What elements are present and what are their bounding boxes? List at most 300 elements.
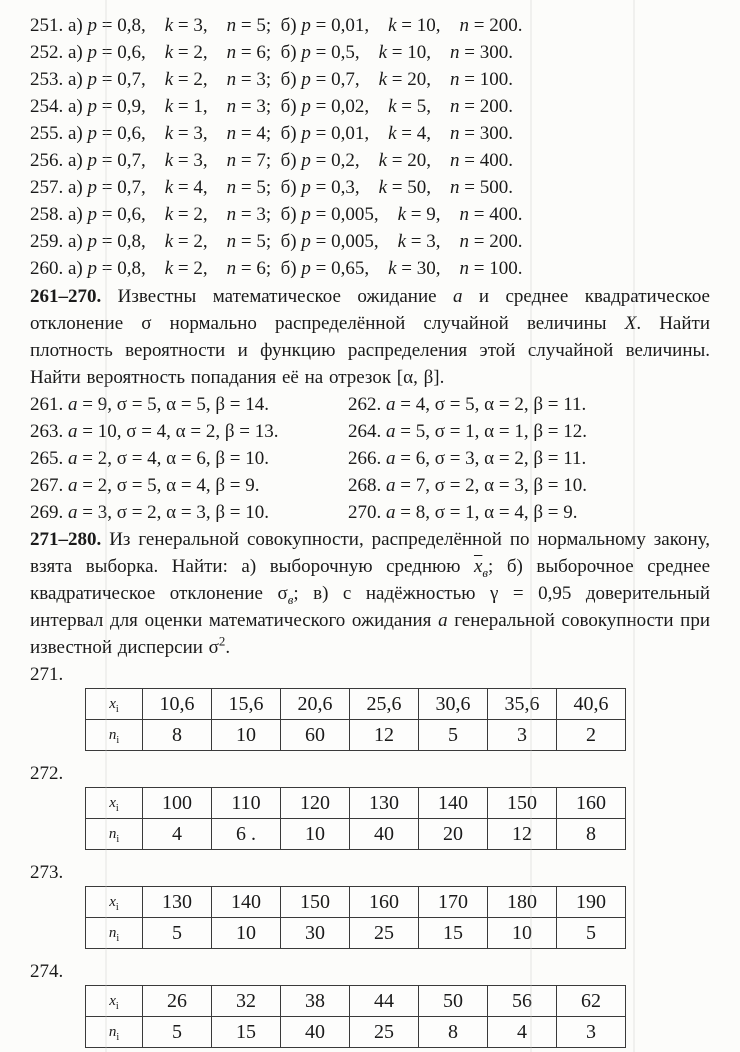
item-values: = 4, σ = 5, α = 2, β = 11.	[395, 394, 587, 415]
part-b-label: б)	[280, 177, 302, 198]
x-value: 170	[419, 887, 488, 918]
row-header-n	[86, 819, 143, 850]
value-p: = 0,8,	[97, 231, 165, 252]
n-value: 2	[557, 720, 626, 751]
n-value: 40	[281, 1017, 350, 1048]
var-p: p	[87, 69, 98, 90]
n-value: 10	[281, 819, 350, 850]
text-segment: ; в) с надёжностью γ = 0,95 доверительный интервал для оценки математического ожидания	[30, 583, 710, 631]
problem-item-268	[348, 472, 710, 499]
table-block-274	[30, 961, 710, 1048]
value-n: = 3;	[236, 96, 281, 117]
var-a: a	[386, 475, 396, 496]
var-n: n	[108, 924, 117, 941]
value-k: = 3,	[173, 123, 227, 144]
var-k: k	[164, 204, 174, 225]
var-p: p	[301, 15, 311, 36]
n-value: 5	[557, 918, 626, 949]
part-b-label: б)	[280, 258, 302, 279]
problem-line-256	[30, 147, 710, 174]
var-p: p	[301, 231, 311, 252]
problem-item-262	[348, 391, 710, 418]
n-row	[86, 720, 626, 751]
var-n: n	[226, 69, 237, 90]
item-values: = 10, σ = 4, α = 2, β = 13.	[77, 421, 279, 442]
var-k: k	[378, 177, 388, 198]
value-n: = 4;	[236, 123, 281, 144]
problem-number: 264.	[348, 421, 386, 442]
n-value: 25	[350, 1017, 419, 1048]
var-k: k	[388, 15, 397, 36]
x-value: 110	[212, 788, 281, 819]
n-value: 10	[212, 720, 281, 751]
item-values: = 9, σ = 5, α = 5, β = 14.	[77, 394, 269, 415]
var-k: k	[397, 231, 407, 252]
x-value: 38	[281, 986, 350, 1017]
var-n: n	[108, 726, 117, 743]
problem-number: 255. а)	[30, 123, 88, 144]
value-k: = 3,	[173, 150, 227, 171]
value-p: = 0,3,	[310, 177, 379, 198]
problem-line-258	[30, 201, 710, 228]
text-segment: ; б) выборочное среднее квадратическое отклонение σ	[30, 556, 711, 604]
text-segment: в	[482, 564, 488, 580]
part-b-label: б)	[280, 204, 302, 225]
value-k: = 10,	[396, 15, 460, 36]
value-p: = 0,7,	[97, 177, 165, 198]
frequency-table-272	[85, 787, 626, 850]
value-k: = 9,	[406, 204, 460, 225]
subscript-i: i	[115, 703, 119, 715]
var-p: p	[301, 42, 311, 63]
var-n: n	[226, 204, 237, 225]
n-row	[86, 918, 626, 949]
var-k: k	[164, 123, 174, 144]
var-n: n	[226, 42, 237, 63]
x-value: 20,6	[281, 689, 350, 720]
x-row	[86, 689, 626, 720]
value-p: = 0,6,	[97, 204, 165, 225]
var-n: n	[459, 258, 470, 279]
n-value: 3	[557, 1017, 626, 1048]
x-value: 190	[557, 887, 626, 918]
item-values: = 5, σ = 1, α = 1, β = 12.	[395, 421, 587, 442]
var-n: n	[459, 231, 470, 252]
n-value: 8	[557, 819, 626, 850]
row-header-n	[86, 1017, 143, 1048]
x-value: 30,6	[419, 689, 488, 720]
value-p: = 0,7,	[310, 69, 379, 90]
part-b-label: б)	[280, 69, 302, 90]
value-p: = 0,8,	[97, 15, 165, 36]
var-k: k	[378, 42, 388, 63]
x-value: 120	[281, 788, 350, 819]
var-x: x	[109, 794, 116, 811]
var-n: n	[450, 96, 460, 117]
n-value: 8	[143, 720, 212, 751]
item-values: = 2, σ = 4, α = 6, β = 10.	[77, 448, 269, 469]
text-segment: Из генеральной совокупности, распределённой по нормальному закону, взята выборка. Найти: а) выборочную среднюю	[30, 529, 710, 577]
part-b-label: б)	[280, 123, 302, 144]
problem-number: 254. а)	[30, 96, 88, 117]
subscript-i: i	[116, 932, 120, 944]
n-value: 10	[488, 918, 557, 949]
var-p: p	[87, 258, 98, 279]
text-segment: a	[452, 286, 463, 307]
var-p: p	[301, 258, 311, 279]
problem-number: 253. а)	[30, 69, 88, 90]
var-n: n	[459, 204, 470, 225]
value-p: = 0,5,	[310, 42, 379, 63]
problem-number: 267.	[30, 475, 68, 496]
var-a: a	[386, 394, 396, 415]
var-k: k	[164, 258, 174, 279]
value-p: = 0,005,	[310, 231, 398, 252]
value-k: = 2,	[173, 204, 227, 225]
n-value: 4	[143, 819, 212, 850]
text-segment: Известны математическое ожидание	[101, 286, 453, 307]
value-k: = 50,	[387, 177, 451, 198]
problem-line-251	[30, 12, 710, 39]
value-k: = 4,	[396, 123, 451, 144]
value-n: = 300.	[459, 42, 513, 63]
x-value: 62	[557, 986, 626, 1017]
problem-item-261	[30, 391, 348, 418]
value-p: = 0,8,	[97, 258, 165, 279]
var-p: p	[87, 123, 98, 144]
text-segment: 2	[218, 633, 226, 649]
var-k: k	[164, 42, 174, 63]
var-n: n	[226, 96, 237, 117]
value-n: = 100.	[469, 258, 523, 279]
part-b-label: б)	[280, 231, 302, 252]
value-p: = 0,7,	[97, 69, 165, 90]
var-k: k	[164, 177, 174, 198]
n-value: 15	[419, 918, 488, 949]
var-n: n	[450, 69, 460, 90]
x-row	[86, 986, 626, 1017]
value-k: = 20,	[387, 69, 451, 90]
value-k: = 10,	[387, 42, 451, 63]
x-value: 130	[143, 887, 212, 918]
n-row	[86, 1017, 626, 1048]
problems-251-260	[30, 12, 710, 282]
problem-item-263	[30, 418, 348, 445]
x-value: 25,6	[350, 689, 419, 720]
var-a: a	[68, 394, 78, 415]
n-value: 6 .	[212, 819, 281, 850]
x-value: 180	[488, 887, 557, 918]
x-value: 150	[281, 887, 350, 918]
value-n: = 5;	[236, 177, 281, 198]
value-n: = 300.	[459, 123, 513, 144]
x-value: 56	[488, 986, 557, 1017]
x-value: 15,6	[212, 689, 281, 720]
problem-line-259	[30, 228, 710, 255]
item-values: = 6, σ = 3, α = 2, β = 11.	[395, 448, 587, 469]
text-segment: 271–280.	[30, 529, 102, 550]
text-segment: в	[287, 591, 294, 607]
value-p: = 0,65,	[310, 258, 389, 279]
x-value: 44	[350, 986, 419, 1017]
value-p: = 0,01,	[310, 15, 389, 36]
var-p: p	[87, 96, 98, 117]
var-k: k	[388, 258, 397, 279]
x-row	[86, 887, 626, 918]
value-n: = 100.	[459, 69, 513, 90]
problem-number: 269.	[30, 502, 68, 523]
item-values: = 3, σ = 2, α = 3, β = 10.	[77, 502, 269, 523]
var-p: p	[87, 204, 98, 225]
var-a: a	[68, 502, 78, 523]
n-value: 12	[350, 720, 419, 751]
var-n: n	[226, 123, 237, 144]
n-value: 25	[350, 918, 419, 949]
var-p: p	[301, 204, 311, 225]
subscript-i: i	[116, 1031, 120, 1043]
problems-261-270	[30, 391, 710, 526]
value-k: = 2,	[173, 69, 227, 90]
problem-number: 268.	[348, 475, 386, 496]
value-n: = 5;	[236, 231, 281, 252]
var-a: a	[68, 421, 78, 442]
value-n: = 7;	[236, 150, 281, 171]
value-n: = 200.	[459, 96, 513, 117]
var-n: n	[459, 15, 470, 36]
problem-number: 251. а)	[30, 15, 88, 36]
problem-line-255	[30, 120, 710, 147]
var-n: n	[450, 177, 460, 198]
x-value: 100	[143, 788, 212, 819]
value-k: = 2,	[173, 231, 227, 252]
n-value: 5	[143, 1017, 212, 1048]
var-n: n	[226, 258, 237, 279]
table-problem-number: 271.	[30, 664, 64, 685]
problem-item-269	[30, 499, 348, 526]
item-values: = 7, σ = 2, α = 3, β = 10.	[395, 475, 587, 496]
var-k: k	[164, 15, 174, 36]
row-header-x	[86, 887, 143, 918]
problem-item-266	[348, 445, 710, 472]
var-a: a	[386, 502, 396, 523]
var-k: k	[378, 69, 388, 90]
var-p: p	[301, 123, 311, 144]
x-value: 50	[419, 986, 488, 1017]
value-p: = 0,01,	[310, 123, 389, 144]
var-p: p	[87, 15, 98, 36]
text-segment: $\overline{x}$	[473, 556, 483, 577]
var-x: x	[109, 695, 116, 712]
var-a: a	[68, 475, 78, 496]
var-k: k	[388, 123, 397, 144]
text-segment: 261–270.	[30, 286, 102, 307]
n-value: 15	[212, 1017, 281, 1048]
x-value: 150	[488, 788, 557, 819]
problem-number: 262.	[348, 394, 386, 415]
value-p: = 0,6,	[97, 42, 165, 63]
x-value: 140	[419, 788, 488, 819]
frequency-table-274	[85, 985, 626, 1048]
value-n: = 200.	[469, 15, 523, 36]
subscript-i: i	[115, 802, 119, 814]
n-value: 3	[488, 720, 557, 751]
frequency-table-273	[85, 886, 626, 949]
text-segment: a	[438, 610, 448, 631]
problem-number: 260. а)	[30, 258, 88, 279]
row-header-n	[86, 918, 143, 949]
part-b-label: б)	[280, 96, 302, 117]
n-value: 40	[350, 819, 419, 850]
var-p: p	[87, 150, 98, 171]
var-p: p	[87, 42, 98, 63]
n-value: 4	[488, 1017, 557, 1048]
var-a: a	[68, 448, 78, 469]
problem-number: 261.	[30, 394, 68, 415]
var-n: n	[226, 150, 237, 171]
value-n: = 3;	[236, 69, 281, 90]
x-value: 26	[143, 986, 212, 1017]
x-value: 160	[350, 887, 419, 918]
row-header-x	[86, 689, 143, 720]
problem-number: 252. а)	[30, 42, 88, 63]
intro-261-270	[30, 283, 710, 391]
n-value: 5	[143, 918, 212, 949]
n-value: 12	[488, 819, 557, 850]
x-value: 160	[557, 788, 626, 819]
n-value: 20	[419, 819, 488, 850]
problem-number: 256. а)	[30, 150, 88, 171]
value-n: = 400.	[469, 204, 523, 225]
var-p: p	[87, 177, 98, 198]
text-segment: . Найти плотность вероятности и функцию распределения этой случайной величины. Найти вероятность попадания её на отрезок [α, β].	[30, 313, 711, 388]
problem-line-253	[30, 66, 710, 93]
problem-line-260	[30, 255, 710, 282]
text-segment: .	[225, 637, 231, 658]
table-block-272	[30, 763, 710, 850]
problem-line-254	[30, 93, 710, 120]
value-k: = 2,	[173, 258, 227, 279]
value-n: = 400.	[459, 150, 513, 171]
value-k: = 30,	[396, 258, 460, 279]
intro-271-280	[30, 526, 710, 661]
table-problem-number: 273.	[30, 862, 64, 883]
x-row	[86, 788, 626, 819]
var-p: p	[301, 177, 311, 198]
n-value: 10	[212, 918, 281, 949]
n-row	[86, 819, 626, 850]
problem-line-257	[30, 174, 710, 201]
part-b-label: б)	[280, 150, 302, 171]
problem-item-264	[348, 418, 710, 445]
row-header-n	[86, 720, 143, 751]
x-value: 10,6	[143, 689, 212, 720]
table-block-273	[30, 862, 710, 949]
x-value: 140	[212, 887, 281, 918]
frequency-table-271	[85, 688, 626, 751]
var-n: n	[226, 177, 237, 198]
var-n: n	[226, 231, 237, 252]
problem-line-252	[30, 39, 710, 66]
var-p: p	[87, 231, 98, 252]
problem-number: 270.	[348, 502, 386, 523]
var-k: k	[164, 69, 174, 90]
table-block-271	[30, 664, 710, 751]
x-value: 130	[350, 788, 419, 819]
value-k: = 1,	[173, 96, 227, 117]
problem-item-267	[30, 472, 348, 499]
problem-item-270	[348, 499, 710, 526]
text-segment: генеральной совокупности при известной дисперсии σ	[30, 610, 710, 658]
text-segment: X	[624, 313, 637, 334]
var-n: n	[450, 123, 460, 144]
value-p: = 0,7,	[97, 150, 165, 171]
var-n: n	[108, 1023, 117, 1040]
var-n: n	[450, 150, 460, 171]
var-x: x	[109, 992, 116, 1009]
subscript-i: i	[115, 1000, 119, 1012]
value-k: = 2,	[173, 42, 227, 63]
problem-number: 265.	[30, 448, 68, 469]
var-k: k	[164, 96, 174, 117]
row-header-x	[86, 986, 143, 1017]
x-value: 32	[212, 986, 281, 1017]
text-segment: и среднее квадратическое отклонение σ нормально распределённой случайной величины	[30, 286, 710, 334]
value-k: = 3,	[173, 15, 227, 36]
var-n: n	[450, 42, 460, 63]
value-n: = 500.	[459, 177, 513, 198]
subscript-i: i	[115, 901, 119, 913]
x-value: 35,6	[488, 689, 557, 720]
value-n: = 6;	[236, 258, 281, 279]
value-n: = 200.	[469, 231, 523, 252]
subscript-i: i	[116, 833, 120, 845]
value-p: = 0,2,	[310, 150, 379, 171]
var-k: k	[397, 204, 407, 225]
table-problem-number: 274.	[30, 961, 64, 982]
value-p: = 0,02,	[310, 96, 389, 117]
var-n: n	[108, 825, 117, 842]
value-k: = 5,	[396, 96, 451, 117]
var-p: p	[301, 96, 311, 117]
var-k: k	[388, 96, 397, 117]
var-n: n	[226, 15, 237, 36]
problem-number: 257. а)	[30, 177, 88, 198]
problem-number: 263.	[30, 421, 68, 442]
problem-item-265	[30, 445, 348, 472]
value-p: = 0,9,	[97, 96, 165, 117]
item-values: = 8, σ = 1, α = 4, β = 9.	[395, 502, 578, 523]
value-k: = 4,	[173, 177, 227, 198]
n-value: 30	[281, 918, 350, 949]
tables-271-274	[30, 664, 710, 1048]
problem-number: 259. а)	[30, 231, 88, 252]
value-p: = 0,005,	[310, 204, 398, 225]
var-p: p	[301, 150, 311, 171]
var-a: a	[386, 448, 396, 469]
n-value: 60	[281, 720, 350, 751]
problem-number: 266.	[348, 448, 386, 469]
x-value: 40,6	[557, 689, 626, 720]
value-n: = 6;	[236, 42, 281, 63]
table-problem-number: 272.	[30, 763, 64, 784]
row-header-x	[86, 788, 143, 819]
item-values: = 2, σ = 5, α = 4, β = 9.	[77, 475, 260, 496]
n-value: 5	[419, 720, 488, 751]
subscript-i: i	[116, 734, 120, 746]
var-k: k	[164, 150, 174, 171]
value-k: = 20,	[387, 150, 451, 171]
problem-number: 258. а)	[30, 204, 88, 225]
